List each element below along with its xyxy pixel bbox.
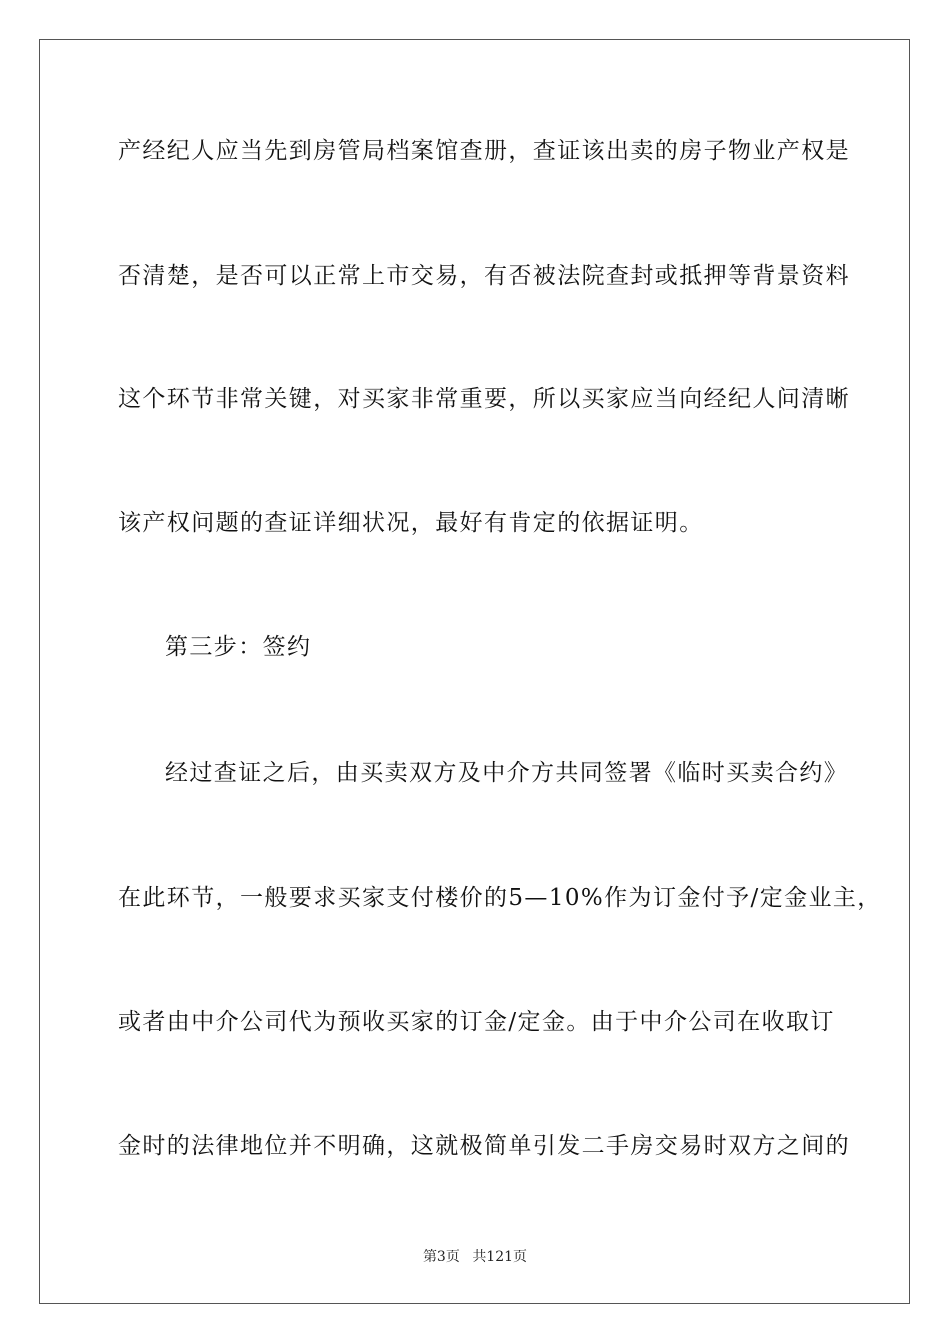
total-pages: 共121页 bbox=[472, 1249, 528, 1265]
body-text-line-5: 经过查证之后，由买卖双方及中介方共同签署《临时买卖合约》 bbox=[165, 760, 849, 786]
page-border bbox=[39, 39, 910, 1304]
body-text-line-2: 否清楚，是否可以正常上市交易，有否被法院查封或抵押等背景资料 bbox=[118, 263, 850, 289]
body-text-line-7: 或者由中介公司代为预收买家的订金/定金。由于中介公司在收取订 bbox=[118, 1009, 835, 1035]
body-text-line-8: 金时的法律地位并不明确，这就极简单引发二手房交易时双方之间的 bbox=[118, 1133, 850, 1159]
body-text-line-6: 在此环节，一般要求买家支付楼价的5—10%作为订金付予/定金业主， bbox=[118, 885, 882, 911]
body-text-line-4: 该产权问题的查证详细状况，最好有肯定的依据证明。 bbox=[118, 510, 704, 536]
section-heading: 第三步：签约 bbox=[165, 634, 312, 660]
body-text-line-3: 这个环节非常关键，对买家非常重要，所以买家应当向经纪人问清晰 bbox=[118, 386, 850, 412]
body-text-line-1: 产经纪人应当先到房管局档案馆查册，查证该出卖的房子物业产权是 bbox=[118, 138, 850, 164]
page-number: 第3页 bbox=[422, 1249, 460, 1265]
page-footer bbox=[0, 1248, 950, 1266]
